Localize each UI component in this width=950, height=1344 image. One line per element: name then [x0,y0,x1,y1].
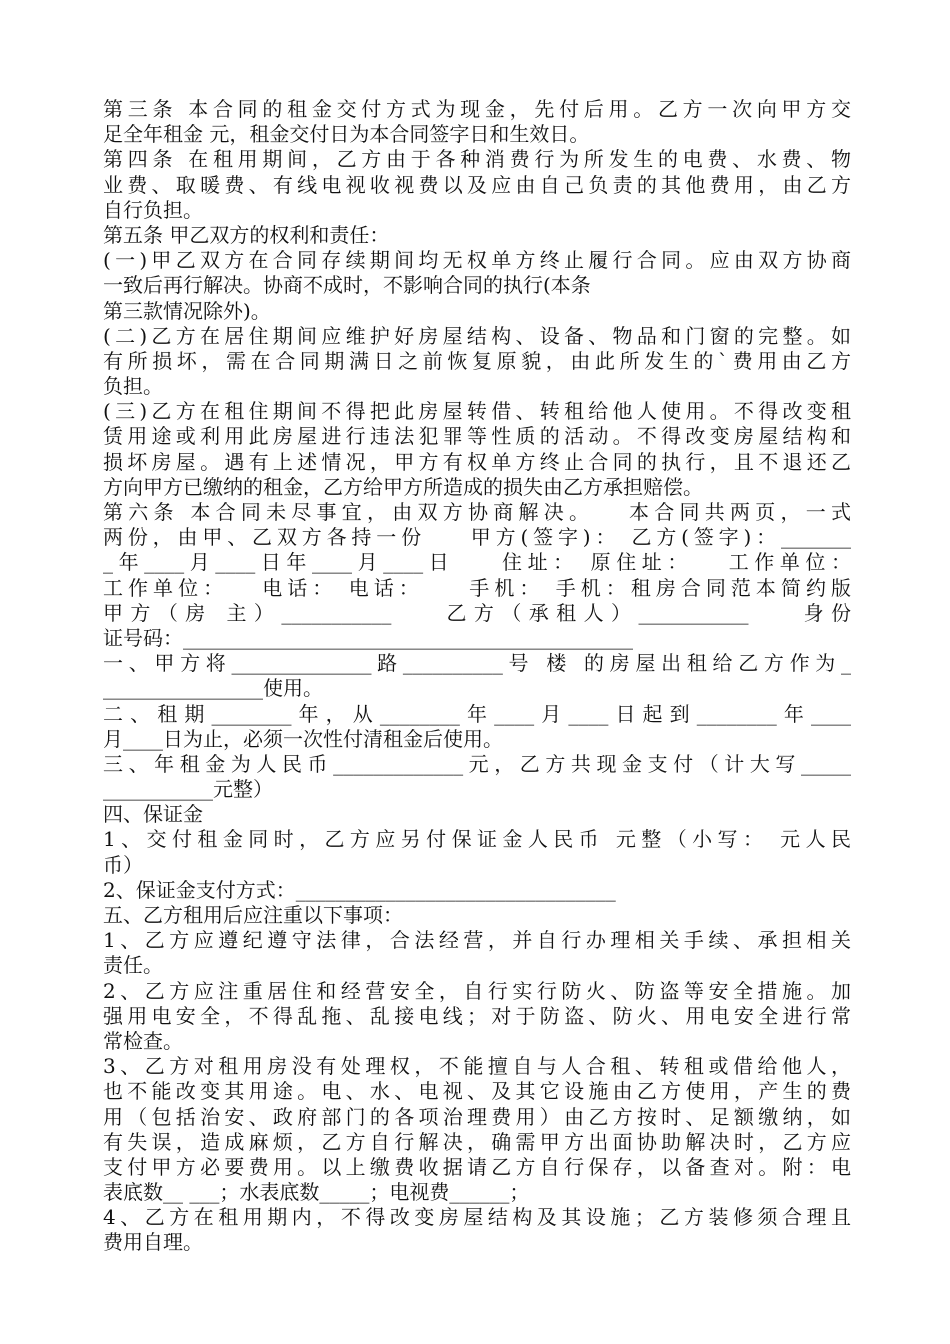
contract-text-line: 损坏房屋。遇有上述情况，甲方有权单方终止合同的执行，且不退还乙 [103,449,851,474]
contract-text-line: 足全年租金 元，租金交付日为本合同签字日和生效日。 [103,122,590,147]
contract-text-line: 证号码：_____________________________________________ [103,625,633,650]
contract-text-line: (三)乙方在租住期间不得把此房屋转借、转租给他人使用。不得改变租 [103,399,851,424]
contract-text-line: 方向甲方已缴纳的租金，乙方给甲方所造成的损失由乙方承担赔偿。 [103,474,703,499]
contract-text-line: 四、保证金 [103,802,203,827]
contract-text-line: 赁用途或利用此房屋进行违法犯罪等性质的活动。不得改变房屋结构和 [103,424,851,449]
contract-text-line: 也不能改变其用途。电、水、电视、及其它设施由乙方使用，产生的费 [103,1079,851,1104]
contract-text-line: 常检查。 [103,1028,183,1053]
contract-text-line: 强用电安全，不得乱拖、乱接电线；对于防盗、防火、用电安全进行常 [103,1003,851,1028]
contract-text-line: 费用自理。 [103,1230,203,1255]
contract-text-line: (二)乙方在居住期间应维护好房屋结构、设备、物品和门窗的完整。如 [103,323,851,348]
contract-text-line: 月____日为止，必须一次性付清租金后使用。 [103,726,503,751]
contract-text-line: 第四条 在租用期间，乙方由于各种消费行为所发生的电费、水费、物 [103,147,851,172]
contract-text-line: 4、乙方在租用期内，不得改变房屋结构及其设施；乙方装修须合理且 [103,1205,851,1230]
contract-text-line: 支付甲方必要费用。以上缴费收据请乙方自行保存，以备查对。附：电 [103,1154,851,1179]
contract-text-line: 工作单位： 电话： 电话： 手机： 手机：租房合同范本简约版 [103,575,851,600]
contract-text-line: 一致后再行解决。协商不成时，不影响合同的执行(本条 [103,273,591,298]
contract-text-line: (一)甲乙双方在合同存续期间均无权单方终止履行合同。应由双方协商 [103,248,851,273]
contract-text-line: 有失误，造成麻烦，乙方自行解决，确需甲方出面协助解决时，乙方应 [103,1129,851,1154]
contract-text-line: 2、保证金支付方式：________________________________ [103,877,616,902]
contract-text-line: 币） [103,852,143,877]
contract-text-line: 两份，由甲、乙双方各持一份 甲方(签字)： 乙方(签字)：_______ [103,525,851,550]
contract-text-line: ___________元整） [103,777,273,802]
contract-text-line: 第六条 本合同未尽事宜，由双方协商解决。 本合同共两页，一式 [103,500,851,524]
contract-text-line: 甲方（房 主）___________ 乙方（承租人）___________ 身份 [103,600,851,625]
contract-text-line: ________________使用。 [103,676,323,701]
contract-text-line: 有所损坏，需在合同期满日之前恢复原貌，由此所发生的`费用由乙方 [103,348,851,373]
contract-text-line: 负担。 [103,374,163,399]
contract-text-line: 责任。 [103,953,163,978]
contract-text-line: 第三条 本合同的租金交付方式为现金，先付后用。乙方一次向甲方交 [103,97,851,121]
contract-text-line: 1、交付租金同时，乙方应另付保证金人民币 元整（小写： 元人民 [103,827,851,852]
contract-text-line: 五、乙方租用后应注重以下事项： [103,903,403,927]
contract-text-line: 2、乙方应注重居住和经营安全，自行实行防火、防盗等安全措施。加 [103,978,851,1003]
contract-text-line: _年____月____日年____月____日 住址： 原住址： 工作单位： [103,550,851,575]
contract-page [103,97,851,1256]
contract-text-line: 三、年租金为人民币_____________元，乙方共现金支付（计大写_____ [103,751,851,776]
contract-text-line: 业费、取暖费、有线电视收视费以及应由自己负责的其他费用，由乙方 [103,172,851,197]
contract-text-line: 一、甲方将______________路__________号 楼 的房屋出租给乙方作为_ [103,651,851,676]
contract-text-line: 3、乙方对租用房没有处理权，不能擅自与人合租、转租或借给他人， [103,1054,851,1079]
contract-text-line: 第三款情况除外)。 [103,298,271,323]
contract-text-line: 自行负担。 [103,197,203,222]
contract-text-line: 表底数__ ___；水表底数_____；电视费______； [103,1180,530,1205]
contract-text-line: 二、租期________年，从________年____月____日起到________年____ [103,701,851,726]
contract-text-line: 1、乙方应遵纪遵守法律，合法经营，并自行办理相关手续、承担相关 [103,928,851,953]
contract-text-line: 第五条 甲乙双方的权利和责任： [103,222,390,247]
contract-text-line: 用（包括治安、政府部门的各项治理费用）由乙方按时、足额缴纳，如 [103,1104,851,1129]
